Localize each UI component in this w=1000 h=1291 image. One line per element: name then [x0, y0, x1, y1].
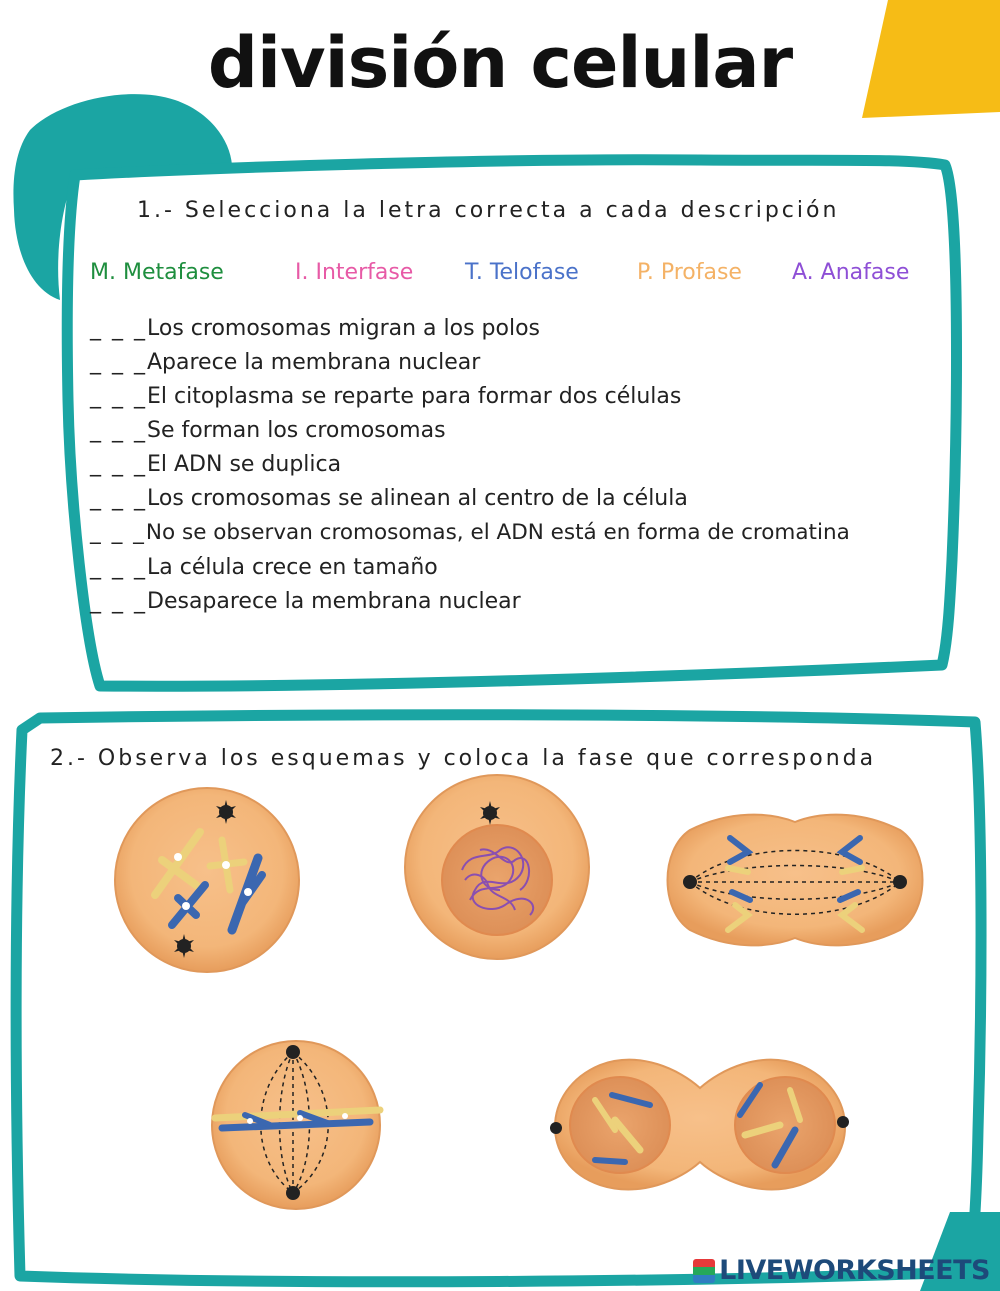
cell-diagram-4[interactable]: [212, 1041, 380, 1209]
statement-text: El citoplasma se reparte para formar dos células: [147, 384, 682, 409]
answer-blank[interactable]: _ _ _: [90, 555, 147, 580]
answer-blank[interactable]: _ _ _: [90, 418, 147, 443]
statement-text: Se forman los cromosomas: [147, 418, 446, 443]
option-telofase: T. Telofase: [465, 260, 579, 285]
logo-icon: [693, 1259, 715, 1283]
answer-blank[interactable]: _ _ _: [90, 520, 146, 545]
answer-blank[interactable]: _ _ _: [90, 316, 147, 341]
option-anafase: A. Anafase: [792, 260, 910, 285]
statement-text: Los cromosomas migran a los polos: [147, 316, 541, 341]
liveworksheets-logo: [693, 1255, 990, 1286]
answer-blank[interactable]: _ _ _: [90, 486, 147, 511]
logo-text: LIVEWORKSHEETS: [719, 1255, 990, 1286]
cell-diagram-5[interactable]: [550, 1060, 849, 1190]
page-title: división celular: [207, 22, 793, 104]
option-metafase: M. Metafase: [90, 260, 224, 285]
statement-text: El ADN se duplica: [147, 452, 342, 477]
answer-blank[interactable]: _ _ _: [90, 350, 147, 375]
answer-blank[interactable]: _ _ _: [90, 589, 147, 614]
statement-text: Desaparece la membrana nuclear: [147, 589, 521, 614]
question-1-heading: 1.- Selecciona la letra correcta a cada descripción: [137, 198, 840, 223]
statement-text: La célula crece en tamaño: [147, 555, 438, 580]
cell-diagram-2[interactable]: [405, 775, 589, 959]
cell-diagram-1[interactable]: [115, 788, 299, 972]
answer-blank[interactable]: _ _ _: [90, 452, 147, 477]
question-2-heading: 2.- Observa los esquemas y coloca la fase que corresponda: [50, 746, 877, 771]
statement-text: Los cromosomas se alinean al centro de la célula: [147, 486, 688, 511]
statement-text: Aparece la membrana nuclear: [147, 350, 481, 375]
option-interfase: I. Interfase: [295, 260, 414, 285]
cell-diagram-3[interactable]: [668, 815, 923, 946]
statement-text: No se observan cromosomas, el ADN está en forma de cromatina: [145, 520, 850, 545]
option-profase: P. Profase: [637, 260, 742, 285]
answer-blank[interactable]: _ _ _: [90, 384, 147, 409]
